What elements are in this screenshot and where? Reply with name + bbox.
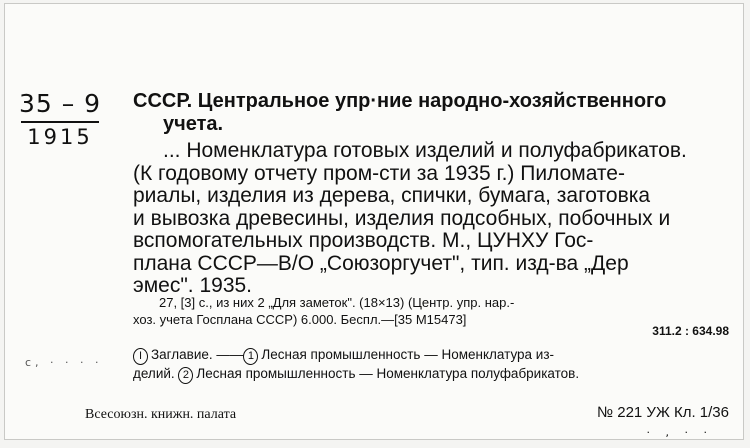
heading-line-1: СССР. Центральное упр·ние народно-хозяйственного <box>133 90 667 112</box>
body-line: эмес". 1935. <box>133 274 253 297</box>
imprint-line: 27, [3] с., из них 2 „Для заметок". (18×13) (Центр. упр. нар.- <box>159 295 515 310</box>
imprint-line: хоз. учета Госплана СССР) 6.000. Беспл.—[35 М15473] <box>133 312 467 327</box>
catalog-card <box>4 3 744 440</box>
body-line: риалы, изделия из дерева, спички, бумага, заготовка <box>133 184 651 207</box>
shelfmark-bottom: 1915 <box>27 125 93 149</box>
tracing-line-1 <box>133 346 733 365</box>
body-line: и вывозка древесины, изделия подсобных, побочных и <box>133 206 671 230</box>
imprint <box>133 294 733 328</box>
body-line: плана СССР—В/О „Союзоргучет", тип. изд-ва „Дер <box>133 251 629 275</box>
description-body <box>133 140 733 298</box>
heading-line-2: учета. <box>163 113 224 135</box>
udc-code: 311.2 : 634.98 <box>652 324 729 338</box>
tracing-marker: 1 <box>243 348 258 365</box>
tracing <box>133 346 733 384</box>
entry-number: № 221 УЖ Кл. 1/36 <box>596 404 729 421</box>
tracing-marker: I <box>133 348 148 365</box>
body-line: ... Номенклатура готовых изделий и полуфабрикатов. <box>163 139 687 162</box>
margin-smudge: с, · · · · <box>25 356 103 369</box>
book-chamber-label: Всесоюзн. книжн. палата <box>85 407 237 422</box>
body-line: (К годовому отчету пром-сти за 1935 г.) Пиломате- <box>133 161 625 185</box>
tracing-text: Лесная промышленность — Номенклатура полуфабрикатов. <box>196 366 580 381</box>
tracing-marker: 2 <box>178 367 193 384</box>
shelfmark-rule <box>21 121 99 123</box>
bottom-marks: · , · · <box>646 426 713 439</box>
shelfmark-top: 35 – 9 <box>18 89 102 118</box>
tracing-text: Заглавие. —— <box>151 347 244 362</box>
body-line: вспомогательных производств. М., ЦУНХУ Гос- <box>133 229 594 252</box>
tracing-line-2 <box>133 365 733 384</box>
tracing-text: Лесная промышленность — Номенклатура из- <box>261 347 555 362</box>
card-heading <box>133 90 733 136</box>
tracing-text: делий. <box>133 366 175 381</box>
shelfmark <box>17 90 103 149</box>
